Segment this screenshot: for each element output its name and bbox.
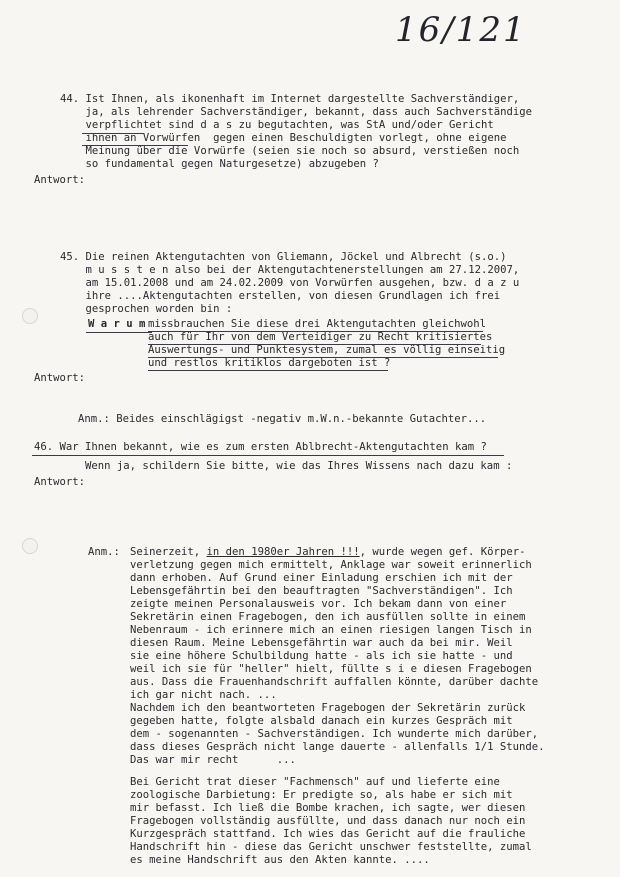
punch-hole: [22, 308, 38, 324]
note-line: Lebensgefährtin bei den beauftragten "Sachverständigen". Ich: [130, 585, 513, 597]
note-label: Anm.:: [88, 546, 120, 558]
handwritten-underline: [148, 370, 388, 371]
note-first-line: [130, 546, 525, 560]
note-highlight: in den 1980er Jahren !!!: [206, 546, 360, 558]
handwritten-underline: [148, 344, 481, 345]
note-gutachter: Anm.: Beides einschlägigst -negativ m.W.n.-bekannte Gutachter...: [78, 413, 487, 425]
answer-label: Antwort:: [34, 476, 86, 488]
q46-question: 46. War Ihnen bekannt, wie es zum ersten Ablbrecht-Aktengutachten kam ?: [34, 441, 487, 453]
note-line: zeigte meinen Personalausweis vor. Ich bekam dann von einer: [130, 598, 507, 610]
note-lead: Seinerzeit,: [130, 546, 207, 558]
note-line: Fragebogen vollständig ausfüllte, und dass danach nur noch ein: [130, 815, 526, 827]
warum-line: missbrauchen Sie diese drei Aktengutachten gleichwohl: [148, 318, 487, 330]
note-line: Das war mir recht ...: [130, 754, 296, 766]
note-line: verletzung gegen mich ermittelt, Anklage war soweit erinnerlich: [130, 559, 532, 571]
note-line: ich gar nicht nach. ...: [130, 689, 277, 701]
q45-line: ihre ....Aktengutachten erstellen, von diesen Grundlagen ich frei: [60, 290, 501, 302]
q45-line: m u s s t e n also bei der Aktengutachtenerstellungen am 27.12.2007,: [60, 264, 520, 276]
note-lead-end: , wurde wegen gef. Körper-: [359, 546, 526, 558]
note-line: mir befasst. Ich ließ die Bombe krachen, ich sagte, wer diesen: [130, 802, 526, 814]
handwritten-underline: [82, 145, 188, 146]
note-line: weil ich sie für "heller" hielt, füllte s i e diesen Fragebogen: [130, 663, 532, 675]
note-line: dem - sogenannten - Sachverständigen. Ich wunderte mich darüber,: [130, 728, 539, 740]
note-line: es meine Handschrift aus den Akten kannte. ....: [130, 854, 430, 866]
note-line: dann erhoben. Auf Grund einer Einladung erschien ich mit der: [130, 572, 513, 584]
q44-line: ihnen an Vorwürfen gegen einen Beschuldigten vorlegt, ohne eigene: [60, 132, 507, 144]
note-line: zoologische Darbietung: Er predigte so, als habe er sich mit: [130, 789, 513, 801]
note-line: Nachdem ich den beantworteten Fragebogen der Sekretärin zurück: [130, 702, 526, 714]
q44-line: so fundamental gegen Naturgesetze) abzugeben ?: [60, 158, 379, 170]
note-line: dass dieses Gespräch nicht lange dauerte - allenfalls 1/1 Stunde.: [130, 741, 545, 753]
q45-line: gesprochen worden bin :: [60, 303, 233, 315]
q45-line: 45. Die reinen Aktengutachten von Gliemann, Jöckel und Albrecht (s.o.): [60, 251, 507, 263]
handwritten-underline: [82, 133, 144, 134]
warum-label: W a r u m: [88, 318, 146, 330]
answer-label: Antwort:: [34, 174, 86, 186]
punch-hole: [22, 538, 38, 554]
q45-line: am 15.01.2008 und am 24.02.2009 von Vorwürfen ausgehen, bzw. d a z u: [60, 277, 520, 289]
note-line: Handschrift hin - diese das Gericht unschwer feststellte, zumal: [130, 841, 532, 853]
q44-line: Meinung über die Vorwürfe (seien sie noch so absurd, verstießen noch: [60, 145, 520, 157]
q46-followup: Wenn ja, schildern Sie bitte, wie das Ihres Wissens nach dazu kam :: [85, 460, 513, 472]
handwritten-underline: [32, 455, 504, 456]
q44-line: verpflichtet sind d a s zu begutachten, was StA und/oder Gericht: [60, 119, 494, 131]
note-line: Kurzgespräch stattfand. Ich wies das Gericht auf die frauliche: [130, 828, 526, 840]
warum-line: Auswertungs- und Punktesystem, zumal es völlig einseitig: [148, 344, 506, 356]
q44-line: 44. Ist Ihnen, als ikonenhaft im Internet dargestellte Sachverständiger,: [60, 93, 520, 105]
note-line: sie eine höhere Schulbildung hatte - als ich sie hatte - und: [130, 650, 513, 662]
handwritten-underline: [148, 357, 498, 358]
handwritten-underline: [148, 331, 483, 332]
warum-line: und restlos kritiklos dargeboten ist ?: [148, 357, 391, 369]
handwritten-underline: [86, 332, 152, 333]
page-number: 16/121: [395, 10, 527, 50]
warum-line: auch für Ihr von dem Verteidiger zu Recht kritisiertes: [148, 331, 493, 343]
note-line: Bei Gericht trat dieser "Fachmensch" auf und lieferte eine: [130, 776, 500, 788]
note-line: Sekretärin einen Fragebogen, den ich ausfüllen sollte in einem: [130, 611, 526, 623]
answer-label: Antwort:: [34, 372, 86, 384]
note-line: gegeben hatte, folgte alsbald danach ein kurzes Gespräch mit: [130, 715, 513, 727]
note-line: aus. Dass die Frauenhandschrift auffallen könnte, darüber dachte: [130, 676, 539, 688]
q44-line: ja, als lehrender Sachverständiger, bekannt, dass auch Sachverständige: [60, 106, 532, 118]
note-line: Nebenraum - ich erinnere mich an einen riesigen langen Tisch in: [130, 624, 532, 636]
note-line: diesen Raum. Meine Lebensgefährtin war auch da bei mir. Weil: [130, 637, 513, 649]
